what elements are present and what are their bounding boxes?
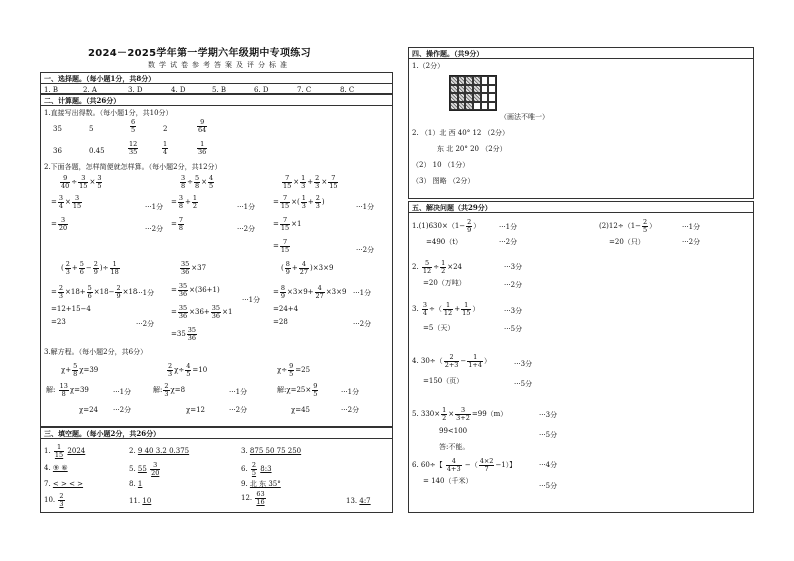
score-mark: ···5分 [539, 482, 558, 490]
calc-step: = $\frac{8}{9}$ ×3×9+ $\frac{4}{27}$ ×3×9 [273, 284, 347, 300]
problem-5-answer: 答:不能。 [439, 443, 470, 451]
page-title: 2024－2025学年第一学期六年级期中专项练习 [88, 48, 311, 59]
section-fill [40, 427, 393, 513]
q1-title: 1.直接写出得数。（每小题1分，共10分） [44, 109, 173, 117]
calc-step: = $\frac{7}{15}$ [273, 238, 290, 254]
calc-step: = $\frac{7}{15}$ ×( $\frac{1}{3}$ + $\frac{2}{3}$ ) [273, 194, 325, 210]
calc-step: =23 [51, 318, 66, 326]
problem-3: 3. $\frac{3}{4}$ ÷（ $\frac{1}{12}$ + $\frac{1}{15}$ ） [412, 301, 480, 317]
score-mark: ···2分 [145, 225, 164, 233]
problem-1a: 1.(1)630×（1− $\frac{2}{9}$ ） [412, 218, 481, 234]
section-heading: 四、操作题。（共9分） [409, 48, 753, 59]
score-mark: ···1分 [341, 388, 360, 396]
calc-step: = $\frac{2}{3}$ ×18+ $\frac{5}{6}$ ×18− $\frac{2}{9}$ ×18 [51, 284, 138, 300]
q1-answer: 36 [53, 147, 62, 155]
calc-step: =12+15−4 [51, 305, 91, 313]
op-q2a: 2. （1）北 西 40° 12 （2分） [412, 129, 510, 137]
score-mark: ···1分 [237, 203, 256, 211]
score-mark: ···5分 [514, 380, 533, 388]
fill-item: 1. $\frac{1}{15}$ 2024 [44, 443, 86, 459]
problem-1d: =20（只） [609, 238, 645, 246]
calc-step: = $\frac{7}{8}$ [171, 216, 184, 232]
score-mark: ···4分 [539, 461, 558, 469]
score-mark: ···1分 [356, 203, 375, 211]
answer-4: 4. D [171, 86, 186, 94]
answer-2: 2. A [83, 86, 97, 94]
score-mark: ···2分 [229, 406, 248, 414]
score-mark: ···5分 [539, 431, 558, 439]
q1-answer: 0.45 [89, 147, 105, 155]
answer-6: 6. D [254, 86, 269, 94]
calc-step: = $\frac{3}{8}$ + $\frac{1}{2}$ [171, 194, 198, 210]
fill-item: 5. 55 $\frac{3}{20}$ [129, 461, 160, 477]
problem-5-compare: 99<100 [439, 427, 468, 435]
q3-title: 3.解方程。（每小题2分，共6分） [44, 348, 148, 356]
q2-title: 2.下面各题，怎样简便就怎样算。（每小题2分，共12分） [44, 163, 222, 171]
q1-answer: 35 [53, 125, 62, 133]
calc-step: ( $\frac{8}{9}$ + $\frac{4}{27}$ )×3×9 [281, 260, 334, 276]
equation: χ=24 [79, 406, 99, 414]
problem-4: 4. 30÷（ $\frac{2}{2+3}$ − $\frac{1}{1+4}$ ） [412, 353, 491, 369]
score-mark: ···1分 [353, 289, 372, 297]
score-mark: ···2分 [136, 320, 155, 328]
section-choice [40, 72, 393, 94]
op-q2b: 东 北 20° 20 （2分） [437, 145, 507, 153]
problem-2-answer: =20（万吨） [423, 279, 466, 287]
fill-item: 3. 875 50 75 250 [241, 447, 302, 455]
score-mark: ···2分 [237, 225, 256, 233]
q1-answer: $\frac{6}{5}$ [131, 118, 136, 134]
equation: χ÷ $\frac{9}{5}$ =25 [277, 362, 311, 378]
q1-answer: 5 [89, 125, 94, 133]
problem-1b: =490（t） [426, 238, 463, 246]
shaded-grid-figure [449, 75, 497, 111]
score-mark: ···3分 [504, 307, 523, 315]
score-mark: ···2分 [356, 246, 375, 254]
answer-7: 7. C [297, 86, 312, 94]
section-heading: 三、填空题。（每小题2分，共26分） [41, 428, 392, 439]
calc-step: = $\frac{35}{36}$ ×36+ $\frac{35}{36}$ ×1 [171, 304, 233, 320]
fill-item: 4. ⑨ ⑥ [44, 464, 68, 472]
equation: 解: $\frac{13}{8}$ χ=39 [46, 382, 89, 398]
op-note: （画法不唯一） [500, 113, 549, 121]
op-q2d: （3） 图略 （2分） [412, 177, 475, 185]
page-subtitle: 数学试卷参考答案及评分标准 [148, 61, 291, 69]
equation: χ=12 [186, 406, 206, 414]
problem-6-answer: = 140（千米） [423, 477, 473, 485]
op-q1: 1.（2分） [412, 62, 445, 70]
problem-1c: (2)12÷（1− $\frac{2}{5}$ ） [599, 218, 657, 234]
equation: $\frac{2}{3}$ χ÷ $\frac{4}{5}$ =10 [168, 362, 208, 378]
equation: 解:χ=25× $\frac{9}{5}$ [277, 382, 318, 398]
calc-step: $\frac{3}{8}$ ÷ $\frac{5}{8}$ × $\frac{4}{5}$ [181, 174, 214, 190]
score-mark: ···2分 [682, 238, 701, 246]
score-mark: ···1分 [113, 388, 132, 396]
problem-2: 2. $\frac{5}{12}$ ÷ $\frac{1}{2}$ ×24 [412, 259, 462, 275]
fill-item: 6. $\frac{2}{5}$ 8:3 [241, 461, 272, 477]
calc-step: =28 [273, 318, 288, 326]
q1-answer: $\frac{12}{35}$ [129, 140, 138, 156]
calc-step: = $\frac{35}{36}$ ×(36+1) [171, 282, 220, 298]
score-mark: ···2分 [504, 281, 523, 289]
section-problems [408, 201, 754, 513]
equation: χ=45 [291, 406, 311, 414]
section-heading: 五、解决问题（共29分） [409, 202, 753, 213]
problem-6: 6. 60÷【 $\frac{4}{4+3}$ −（ $\frac{4\times 2}{7}$ −1）】 [412, 457, 517, 473]
q1-answer: $\frac{1}{4}$ [163, 140, 168, 156]
score-mark: ···1分 [136, 289, 155, 297]
score-mark: ···2分 [113, 406, 132, 414]
score-mark: ···1分 [145, 203, 164, 211]
answer-3: 3. D [128, 86, 143, 94]
calc-step: = $\frac{7}{15}$ ×1 [273, 216, 302, 232]
fill-item: 10. $\frac{2}{3}$ [44, 492, 64, 508]
section-heading: 一、选择题。（每小题1分，共8分） [41, 73, 392, 84]
score-mark: ···1分 [242, 296, 261, 304]
score-mark: ···3分 [514, 360, 533, 368]
calc-step: =24+4 [273, 305, 299, 313]
problem-5: 5. 330× $\frac{1}{2}$ × $\frac{3}{3+2}$ =99（m） [412, 406, 508, 422]
section-calculation [40, 94, 393, 427]
score-mark: ···5分 [504, 325, 523, 333]
calc-step: $\frac{35}{36}$ ×37 [181, 260, 207, 276]
q1-answer: $\frac{1}{36}$ [198, 140, 207, 156]
score-mark: ···3分 [539, 411, 558, 419]
section-operation [408, 47, 754, 199]
equation: 解: $\frac{2}{3}$ χ=8 [153, 382, 186, 398]
answer-8: 8. C [340, 86, 355, 94]
calc-step: ( $\frac{2}{3}$ + $\frac{5}{6}$ − $\frac{2}{9}$ )÷ $\frac{1}{18}$ [61, 260, 119, 276]
problem-3-answer: =5（天） [423, 324, 455, 332]
section-heading: 二、计算题。（共26分） [41, 95, 392, 106]
answer-1: 1. B [44, 86, 59, 94]
fill-item: 12. $\frac{63}{16}$ [241, 490, 265, 506]
fill-item: 9. 北 东 35° [241, 480, 281, 488]
equation: χ+ $\frac{5}{8}$ χ=39 [61, 362, 99, 378]
score-mark: ···2分 [499, 238, 518, 246]
fill-item: 8. 1 [129, 480, 143, 488]
calc-step: = $\frac{3}{20}$ [51, 216, 68, 232]
fill-item: 13. 4:7 [346, 497, 371, 505]
calc-step: = $\frac{3}{4}$ × $\frac{3}{15}$ [51, 194, 82, 210]
score-mark: ···2分 [341, 406, 360, 414]
score-mark: ···3分 [504, 263, 523, 271]
score-mark: ···1分 [499, 223, 518, 231]
problem-4-answer: =150（页） [423, 377, 464, 385]
answer-5: 5. B [212, 86, 227, 94]
calc-step: $\frac{7}{15}$ × $\frac{1}{3}$ + $\frac{2}{3}$ × $\frac{7}{15}$ [283, 174, 338, 190]
fill-item: 7. < > < > [44, 480, 84, 488]
q1-answer: $\frac{9}{64}$ [198, 118, 207, 134]
fill-item: 2. 9 40 3.2 0.375 [129, 447, 190, 455]
calc-step: $\frac{9}{40}$ ÷ $\frac{3}{15}$ × $\frac{3}{5}$ [61, 174, 102, 190]
score-mark: ···2分 [353, 320, 372, 328]
fill-item: 11. 10 [129, 497, 152, 505]
score-mark: ···1分 [682, 223, 701, 231]
op-q2c: （2） 10 （1分） [412, 161, 470, 169]
calc-step: =35 $\frac{35}{36}$ [171, 326, 197, 342]
score-mark: ···1分 [229, 388, 248, 396]
q1-answer: 2 [163, 125, 168, 133]
